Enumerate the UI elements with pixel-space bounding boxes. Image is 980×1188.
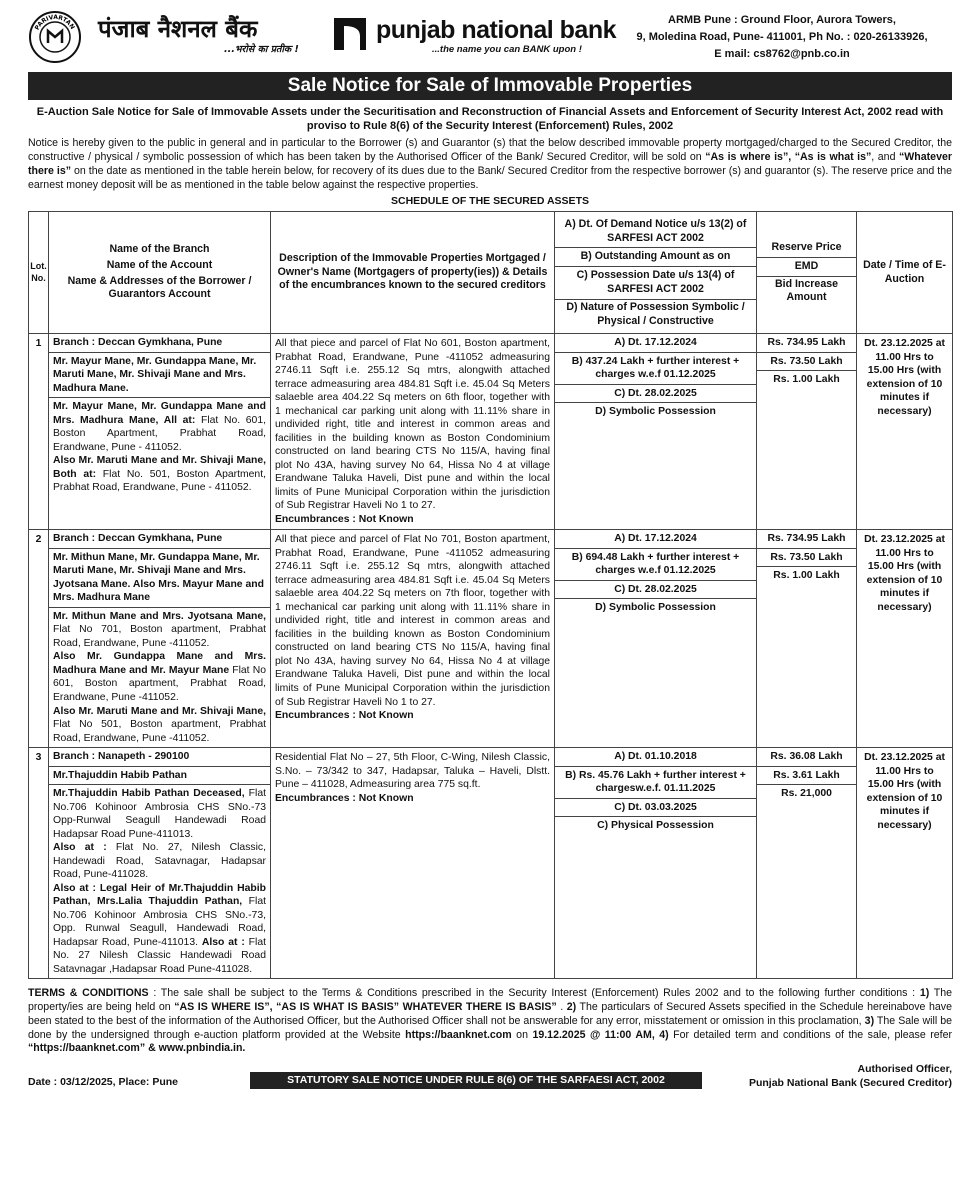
borrower-cell: [49, 334, 271, 530]
dates-cell: [555, 530, 757, 748]
header-cell-line: D) Nature of Possession Symbolic / Physical / Constructive: [566, 300, 745, 327]
col-lot: Lot. No.: [29, 212, 49, 334]
notice-subtitle: E-Auction Sale Notice for Sale of Immovable Assets under the Securitisation and Reconstruction of Financial Assets and Enforcement of Security Interest Act, 2002 read with proviso to Rule 8(6) of the Security Interest (Enforcement) Rules, 2002: [36, 106, 944, 133]
possession-date: C) Dt. 28.02.2025: [555, 581, 756, 600]
borrower-address: Flat No.706 Kohinoor Ambrosia CHS SNo.-73, Opp. Runwal Seagull, Handewadi Road, Hadapsar Road, Pune-411013.: [53, 896, 266, 948]
header-cell-line: A) Dt. Of Demand Notice u/s 13(2) of SARFESI ACT 2002: [555, 216, 756, 249]
borrower-address: Flat No 501, Boston apartment, Prabhat Road, Erandwane, Pune -411052.: [53, 719, 266, 744]
header-cell-line: Bid Increase Amount: [774, 277, 838, 304]
terms-text: The property/ies are being held on: [28, 987, 952, 1014]
address-line: 9, Moledina Road, Pune- 411001, Ph No. : 020-26133926,: [636, 31, 928, 44]
property-description: [271, 334, 555, 530]
terms-text: The Sale will be done by the undersigned through e-auction platform provided at the Website: [28, 1014, 952, 1041]
intro-quote: “Whatever there is”: [28, 150, 952, 177]
borrower-address: Flat No 701, Boston apartment, Prabhat Road, Erandwane, Pune -411052.: [53, 624, 266, 649]
intro-quote: “As is where is”, “As is what is”: [705, 150, 872, 163]
borrower-addresses: [49, 785, 270, 978]
borrower-name: Also Mr. Maruti Mane and Mr. Shivaji Mane, Both at:: [53, 455, 266, 480]
property-description: [271, 530, 555, 748]
lot-number: 3: [29, 748, 49, 979]
property-description: [271, 748, 555, 979]
emd-amount: Rs. 73.50 Lakh: [757, 549, 856, 568]
terms-text: : The sale shall be subject to the Terms & Conditions prescribed in the Security Interest (Enforcement) Rules 2002 and to the following further conditions :: [148, 987, 920, 1000]
notice-page: [28, 8, 952, 1092]
bank-name-hindi: पंजाब नैशनल बैंक: [98, 15, 258, 43]
borrower-address: Flat No.706 Kohinoor Ambrosia CHS SNo.-73 Opp-Runwal Seagull Handewadi Road Hadapsar Road Pune-411013.: [53, 788, 266, 840]
borrower-name: Also at : Legal Heir of Mr.Thajuddin Habib Pathan, Mrs.Lalia Thajuddin Pathan,: [53, 882, 266, 908]
secured-assets-table: [28, 211, 953, 979]
account-name: Mr. Mithun Mane, Mr. Gundappa Mane, Mr. Maruti Mane, Mr. Shivaji Mane and Mrs. Jyotsana Mane. Also Mrs. Mayur Mane and Mrs. Madhura Mane: [49, 549, 270, 608]
auction-date: Dt. 23.12.2025 at 11.00 Hrs to 15.00 Hrs (with extension of 10 minutes if necessary): [857, 530, 953, 748]
description-text: Residential Flat No – 27, 5th Floor, C-Wing, Nilesh Classic, S.No. – 73/342 to 347, Hadapsar, Taluka – Haveli, Dlstt. Pune – 411028, Admeasuring area 775 sq.ft.: [275, 752, 550, 791]
address-line: ARMB Pune : Ground Floor, Aurora Towers,: [668, 14, 896, 26]
account-name: Mr. Mayur Mane, Mr. Gundappa Mane, Mr. Maruti Mane, Mr. Shivaji Mane and Mrs. Madhura Mane.: [49, 353, 270, 399]
statutory-banner: STATUTORY SALE NOTICE UNDER RULE 8(6) OF THE SARFAESI ACT, 2002: [250, 1072, 702, 1089]
branch-name: Branch : Deccan Gymkhana, Pune: [49, 530, 270, 549]
header-cell-line: B) Outstanding Amount as on: [555, 248, 756, 267]
letterhead: [28, 8, 952, 66]
borrower-cell: [49, 530, 271, 748]
schedule-title: SCHEDULE OF THE SECURED ASSETS: [391, 195, 589, 208]
borrower-address: Flat No. 27 Nilesh Classic Handewadi Road Satavnagar ,Hadapsar Road Pune-411028.: [53, 936, 266, 975]
header-cell-line: Name of the Branch: [109, 243, 210, 256]
pnb-website-link[interactable]: “https://baanknet.com” & www.pnbindia.in.: [28, 1042, 246, 1055]
col-description: Description of the Immovable Properties Mortgaged / Owner's Name (Mortgagers of property(ies)) & Details of the encumbrances known to the secured creditors: [271, 212, 555, 334]
table-header-row: [29, 212, 953, 334]
demand-notice-date: A) Dt. 17.12.2024: [555, 530, 756, 549]
table-row: [29, 334, 953, 530]
encumbrances: Encumbrances : Not Known: [275, 792, 414, 804]
lot-number: 2: [29, 530, 49, 748]
col-dates: [555, 212, 757, 334]
possession-nature: D) Symbolic Possession: [595, 406, 716, 418]
borrower-name: Mr.Thajuddin Habib Pathan Deceased,: [53, 788, 245, 800]
borrower-address: Flat No. 27, Nilesh Classic, Handewadi Road, Satavnagar, Hadapsar Road, Pune-411028.: [53, 842, 266, 881]
english-tagline: ...the name you can BANK upon !: [432, 44, 582, 55]
header-cell-line: C) Possession Date u/s 13(4) of SARFESI ACT 2002: [555, 267, 756, 300]
terms-quote: “AS IS WHERE IS”, “AS IS WHAT IS BASIS” WHATEVER THERE IS BASIS”: [174, 1001, 557, 1014]
borrower-address: Flat No. 601, Boston Apartment, Prabhat Road, Erandwane, Pune - 411052.: [53, 414, 267, 453]
terms-text: .: [556, 1001, 567, 1014]
table-row: [29, 530, 953, 748]
terms-text: For detailed term and conditions of the sale, please refer: [668, 1028, 953, 1041]
baanknet-link[interactable]: https://baanknet.com: [405, 1028, 512, 1041]
borrower-name: Mr. Mithun Mane and Mrs. Jyotsana Mane,: [53, 610, 266, 622]
price-cell: [757, 748, 857, 979]
parivartan-seal-icon: [28, 10, 82, 64]
description-text: All that piece and parcel of Flat No 701, Boston apartment, Prabhat Road, Erandwane, Pune -411052 admeasuring 2746.11 Sqft i.e. 255.12 Sq mtrs, alongwith attached terrace admeasuring area 484.81 Sqft i.e. 45.04 Sq Meters salaeble area 404.22 Sq meters on 7th floor, together with 1 mechanical car parking unit along with 11.11% share in undivided right, title and interest in common areas and facilities in the building known as Boston Condominium constructed on land bearing CTS No 115/A, having final plot No 43A, having survey No 64, Hissa No 4 at village Erandwane Taluka Haveli, Dist pune and within the local limits of Pune Municipal Corporation within the jurisdiction of Sub Registrar Haveli No 1 to 27.: [275, 534, 550, 708]
borrower-name: Also Mr. Gundappa Mane and Mrs. Madhura Mane and Mr. Mayur Mane: [53, 651, 266, 676]
account-name: Mr.Thajuddin Habib Pathan: [49, 767, 270, 786]
bid-increase: Rs. 21,000: [781, 788, 832, 800]
signatory: [749, 1062, 952, 1090]
terms-text: The particulars of Secured Assets specified in the Schedule hereinabove have been stated to the best of the information of the Authorised Officer, but the Authorised Officer shall not be answerable for any error, misstatement or omission in this proclamation,: [28, 1001, 952, 1027]
signatory-bank: Punjab National Bank (Secured Creditor): [748, 1077, 952, 1090]
borrower-addresses: [49, 608, 270, 747]
dates-cell: [555, 334, 757, 530]
header-cell-line: Reserve Price: [757, 239, 856, 258]
lot-number: 1: [29, 334, 49, 530]
description-text: All that piece and parcel of Flat No 601, Boston apartment, Prabhat Road, Erandwane, Pune -411052 admeasuring 2746.11 Sqft i.e. 255.12 Sq mtrs, alongwith attached terrace admeasuring area 484.81 Sqft i.e. 45.04 Sq Meters salaeble area 404.22 Sq meters on 6th floor, together with 1 mechanical car parking unit along with 11.11% share in undivided right, title and interest in common areas and facilities in the building known as Boston Condominium constructed on land bearing CTS No 115/A, having final plot No 43A, having survey No 64, Hissa No 4 at village Erandwane Taluka Haveli, Dist pune and within the local limits of Pune Municipal Corporation within the jurisdiction of Sub Registrar Haveli No 1 to 27.: [275, 338, 550, 512]
outstanding-amount: B) 694.48 Lakh + further interest + charges w.e.f 01.12.2025: [555, 549, 756, 581]
header-cell-line: EMD: [757, 258, 856, 277]
price-cell: [757, 530, 857, 748]
demand-notice-date: A) Dt. 17.12.2024: [555, 334, 756, 353]
possession-nature: C) Physical Possession: [597, 820, 714, 832]
possession-date: C) Dt. 03.03.2025: [555, 799, 756, 818]
col-price: [757, 212, 857, 334]
col-auction: Date / Time of E-Auction: [857, 212, 953, 334]
terms-text: on: [511, 1028, 533, 1041]
date-place: Date : 03/12/2025, Place: Pune: [28, 1076, 178, 1089]
borrower-name: Also Mr. Maruti Mane and Mr. Shivaji Mane,: [53, 705, 266, 717]
hindi-tagline: ...भरोसे का प्रतीक !: [224, 44, 299, 55]
col-branch: [49, 212, 271, 334]
bank-name-english: punjab national bank: [376, 16, 617, 44]
branch-address: [612, 12, 952, 63]
signatory-title: Authorised Officer,: [857, 1063, 952, 1076]
pnb-logo-icon: [330, 14, 370, 54]
svg-text:PARIVARTAN: PARIVARTAN: [33, 13, 76, 32]
possession-date: C) Dt. 28.02.2025: [555, 385, 756, 404]
intro-text: Notice is hereby given to the public in general and in particular to the Borrower (s) and Guarantor (s) that the below described immovable property mortgaged/charged to the Secured Creditor, the constructive / physical / symbolic possession of which has been taken by the Authorised Officer of the Bank/ Secured Creditor, will be sold on: [28, 136, 952, 163]
branch-name: Branch : Nanapeth - 290100: [49, 748, 270, 767]
borrower-addresses: [49, 398, 270, 497]
dates-cell: [555, 748, 757, 979]
borrower-name: Also at :: [201, 936, 245, 948]
borrower-name: Mr. Mayur Mane, Mr. Gundappa Mane and Mrs. Madhura Mane, All at:: [53, 401, 266, 426]
address-line: E mail: cs8762@pnb.co.in: [714, 48, 850, 61]
bid-increase: Rs. 1.00 Lakh: [773, 570, 840, 582]
auction-date: Dt. 23.12.2025 at 11.00 Hrs to 15.00 Hrs (with extension of 10 minutes if necessary): [857, 748, 953, 979]
reserve-price: Rs. 36.08 Lakh: [757, 748, 856, 767]
reserve-price: Rs. 734.95 Lakh: [757, 530, 856, 549]
borrower-name: Also at :: [53, 842, 107, 854]
terms-and-conditions: [28, 987, 952, 1056]
terms-num: 1): [919, 987, 930, 1000]
intro-text: , and: [871, 150, 899, 163]
notice-title: Sale Notice for Sale of Immovable Properties: [28, 72, 952, 100]
borrower-cell: [49, 748, 271, 979]
intro-text: on the date as mentioned in the table herein below, for recovery of its dues due to the Bank/ Secured Creditor from the respective borrower (s) and guarantor (s). The reserve price and the earnest money deposit will be as mentioned in the table below against the respective properties.: [28, 164, 953, 191]
encumbrances: Encumbrances : Not Known: [275, 513, 414, 525]
encumbrances: Encumbrances : Not Known: [275, 710, 414, 722]
reserve-price: Rs. 734.95 Lakh: [757, 334, 856, 353]
intro-paragraph: [28, 137, 952, 193]
auction-datetime: 19.12.2025 @ 11:00 AM, 4): [532, 1028, 669, 1041]
emd-amount: Rs. 3.61 Lakh: [757, 767, 856, 786]
outstanding-amount: B) 437.24 Lakh + further interest + charges w.e.f 01.12.2025: [555, 353, 756, 385]
auction-date: Dt. 23.12.2025 at 11.00 Hrs to 15.00 Hrs (with extension of 10 minutes if necessary): [857, 334, 953, 530]
bid-increase: Rs. 1.00 Lakh: [773, 374, 840, 386]
borrower-address: Flat No. 501, Boston Apartment, Prabhat Road, Erandwane, Pune - 411052.: [53, 468, 266, 494]
terms-label: TERMS & CONDITIONS: [28, 987, 149, 1000]
demand-notice-date: A) Dt. 01.10.2018: [555, 748, 756, 767]
borrower-address: Flat No 601, Boston apartment, Prabhat Road, Erandwane, Pune -411052.: [53, 664, 266, 703]
branch-name: Branch : Deccan Gymkhana, Pune: [49, 334, 270, 353]
price-cell: [757, 334, 857, 530]
possession-nature: D) Symbolic Possession: [595, 602, 716, 614]
terms-num: 3): [864, 1014, 875, 1027]
header-cell-line: Name of the Account: [106, 258, 213, 271]
table-row: [29, 748, 953, 979]
emd-amount: Rs. 73.50 Lakh: [757, 353, 856, 372]
outstanding-amount: B) Rs. 45.76 Lakh + further interest + chargesw.e.f. 01.11.2025: [555, 767, 756, 799]
terms-num: 2): [566, 1001, 577, 1014]
notice-footer: [28, 1062, 952, 1092]
header-cell-line: Name & Addresses of the Borrower / Guarantors Account: [67, 274, 252, 301]
